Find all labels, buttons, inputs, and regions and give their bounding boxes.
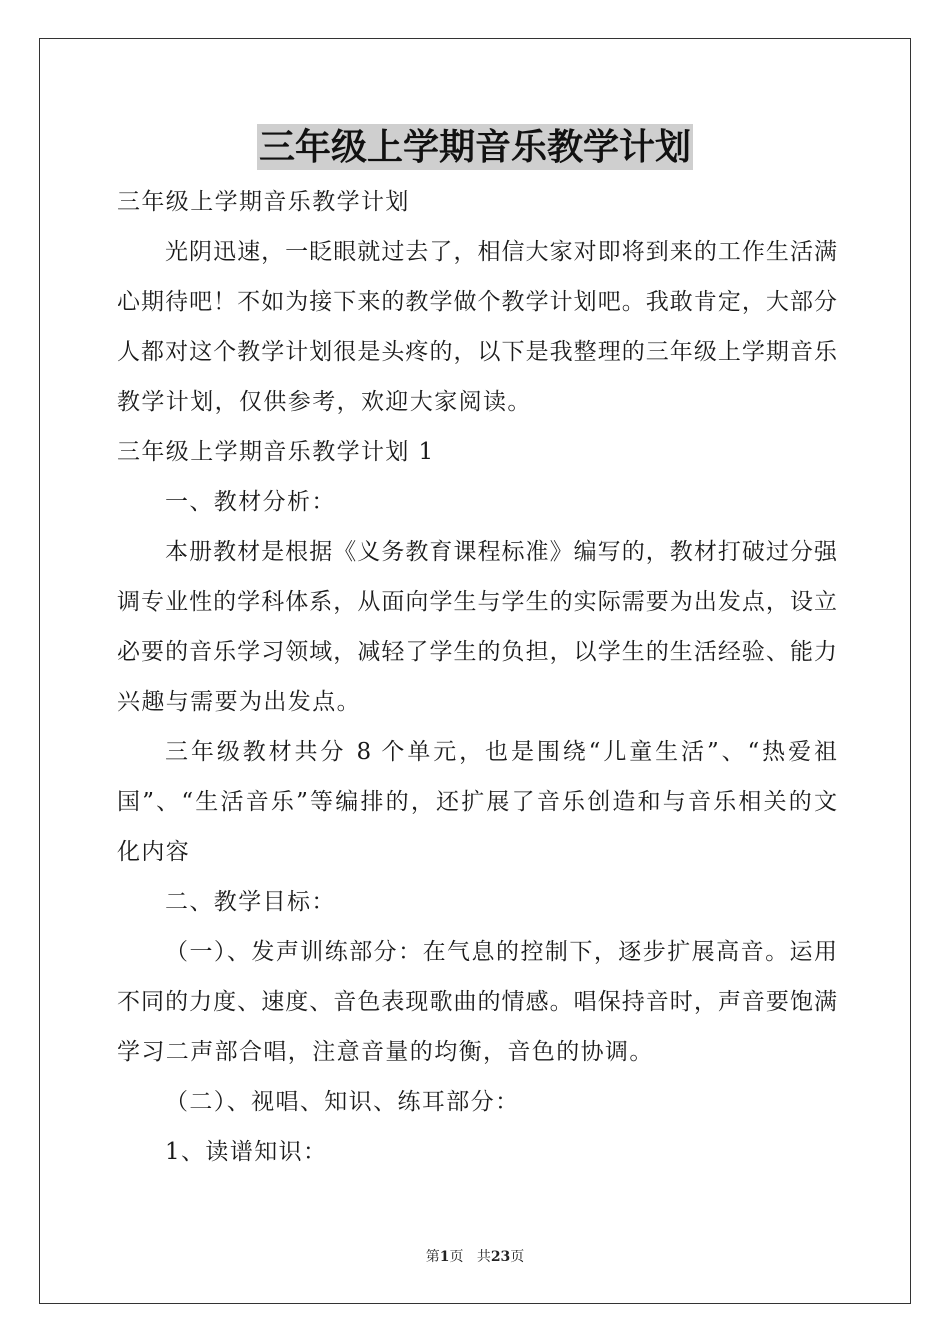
total-prefix: 共 bbox=[476, 1249, 491, 1265]
text-line: （二）、视唱、知识、练耳部分： bbox=[165, 1089, 520, 1115]
text-line: 调专业性的学科体系，从面向学生与学生的实际需要为出发点，设立 bbox=[117, 589, 837, 615]
text-line: 光阴迅速，一眨眼就过去了，相信大家对即将到来的工作生活满 bbox=[165, 239, 837, 265]
text-line: 化内容 bbox=[117, 839, 191, 865]
text-line: 学习二声部合唱，注意音量的均衡，音色的协调。 bbox=[117, 1039, 654, 1065]
text-line: 不同的力度、速度、音色表现歌曲的情感。唱保持音时，声音要饱满 bbox=[117, 989, 837, 1015]
document-body bbox=[117, 177, 837, 1177]
text-line: 三年级上学期音乐教学计划 1 bbox=[117, 439, 435, 465]
text-line: 三年级上学期音乐教学计划 bbox=[117, 189, 410, 215]
text-line: 人都对这个教学计划很是头疼的，以下是我整理的三年级上学期音乐 bbox=[117, 339, 837, 365]
text-line: 国”、“生活音乐”等编排的，还扩展了音乐创造和与音乐相关的文 bbox=[117, 789, 837, 815]
text-line: 本册教材是根据《义务教育课程标准》编写的，教材打破过分强 bbox=[165, 539, 837, 565]
text-line: 教学计划，仅供参考，欢迎大家阅读。 bbox=[117, 389, 532, 415]
page-suffix: 页 bbox=[449, 1249, 464, 1265]
page-footer bbox=[0, 1246, 950, 1266]
total-suffix: 页 bbox=[510, 1249, 525, 1265]
text-line: 心期待吧！不如为接下来的教学做个教学计划吧。我敢肯定，大部分 bbox=[117, 289, 837, 315]
text-line: 一、教材分析： bbox=[165, 489, 336, 515]
title-container bbox=[0, 124, 950, 170]
text-line: 必要的音乐学习领域，减轻了学生的负担，以学生的生活经验、能力 bbox=[117, 639, 837, 665]
document-title: 三年级上学期音乐教学计划 bbox=[258, 126, 691, 168]
text-line: 二、教学目标： bbox=[165, 889, 336, 915]
page-total: 23 bbox=[490, 1249, 511, 1265]
text-line: 1、读谱知识： bbox=[165, 1139, 328, 1165]
text-line: （一）、发声训练部分：在气息的控制下，逐步扩展高音。运用 bbox=[165, 939, 837, 965]
text-line: 三年级教材共分 8 个单元，也是围绕“儿童生活”、“热爱祖 bbox=[165, 739, 837, 765]
page-number: 1 bbox=[439, 1249, 450, 1265]
page-prefix: 第 bbox=[425, 1249, 440, 1265]
text-line: 兴趣与需要为出发点。 bbox=[117, 689, 361, 715]
